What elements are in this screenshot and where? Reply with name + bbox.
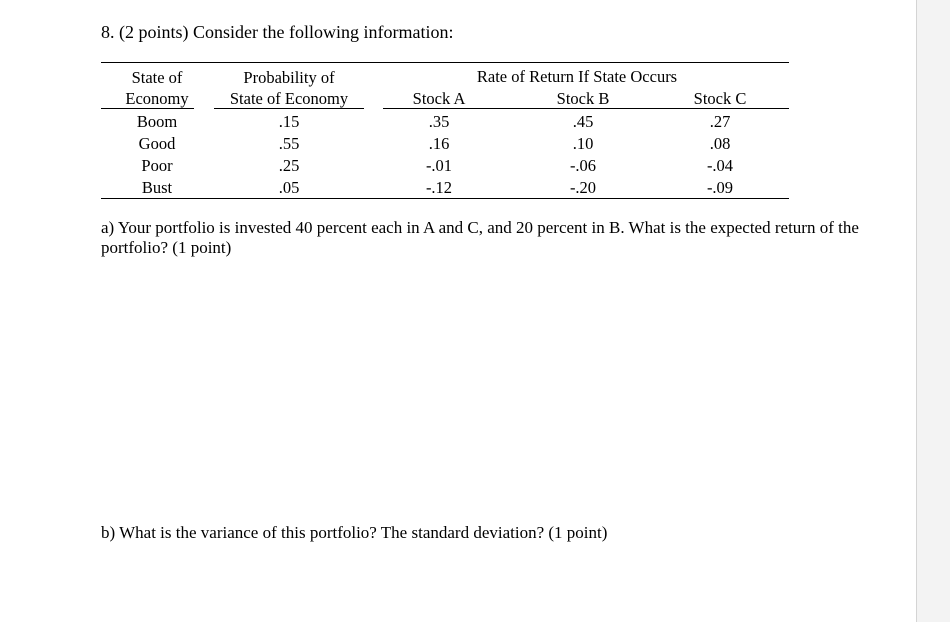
header-stock-a: Stock A [412,89,466,108]
table-bottom-rule [101,198,789,199]
part-a-question: a) Your portfolio is invested 40 percent each in A and C, and 20 percent in B. What is the expected return of the portfolio? (1 point) [101,218,859,257]
window-gutter [916,0,950,622]
row-state: Bust [141,178,173,197]
row-stock-b: -.06 [569,156,597,175]
row-stock-c: .27 [709,112,731,131]
header-rate-group: Rate of Return If State Occurs [476,67,678,86]
row-state: Boom [136,112,178,131]
header-underline-stocks [383,108,789,109]
header-stock-b: Stock B [556,89,610,108]
header-prob-line1: Probability of [243,68,335,87]
header-underline-state [101,108,194,109]
row-stock-b: .10 [572,134,594,153]
row-state: Poor [141,156,173,175]
row-stock-a: -.12 [425,178,453,197]
row-stock-a: .35 [428,112,450,131]
header-underline-prob [214,108,364,109]
row-stock-b: .45 [572,112,594,131]
question-title: 8. (2 points) Consider the following information: [101,22,454,42]
row-stock-c: -.04 [706,156,734,175]
header-stock-c: Stock C [693,89,747,108]
row-stock-a: .16 [428,134,450,153]
row-prob: .55 [278,134,300,153]
row-state: Good [138,134,176,153]
row-prob: .05 [278,178,300,197]
header-state-line2: Economy [125,89,189,108]
table-top-rule [101,62,789,63]
header-state-line1: State of [131,68,183,87]
row-prob: .15 [278,112,300,131]
header-prob-line2: State of Economy [229,89,349,108]
row-stock-b: -.20 [569,178,597,197]
row-prob: .25 [278,156,300,175]
part-b-question: b) What is the variance of this portfolio? The standard deviation? (1 point) [101,523,608,542]
row-stock-c: -.09 [706,178,734,197]
row-stock-a: -.01 [425,156,453,175]
row-stock-c: .08 [709,134,731,153]
